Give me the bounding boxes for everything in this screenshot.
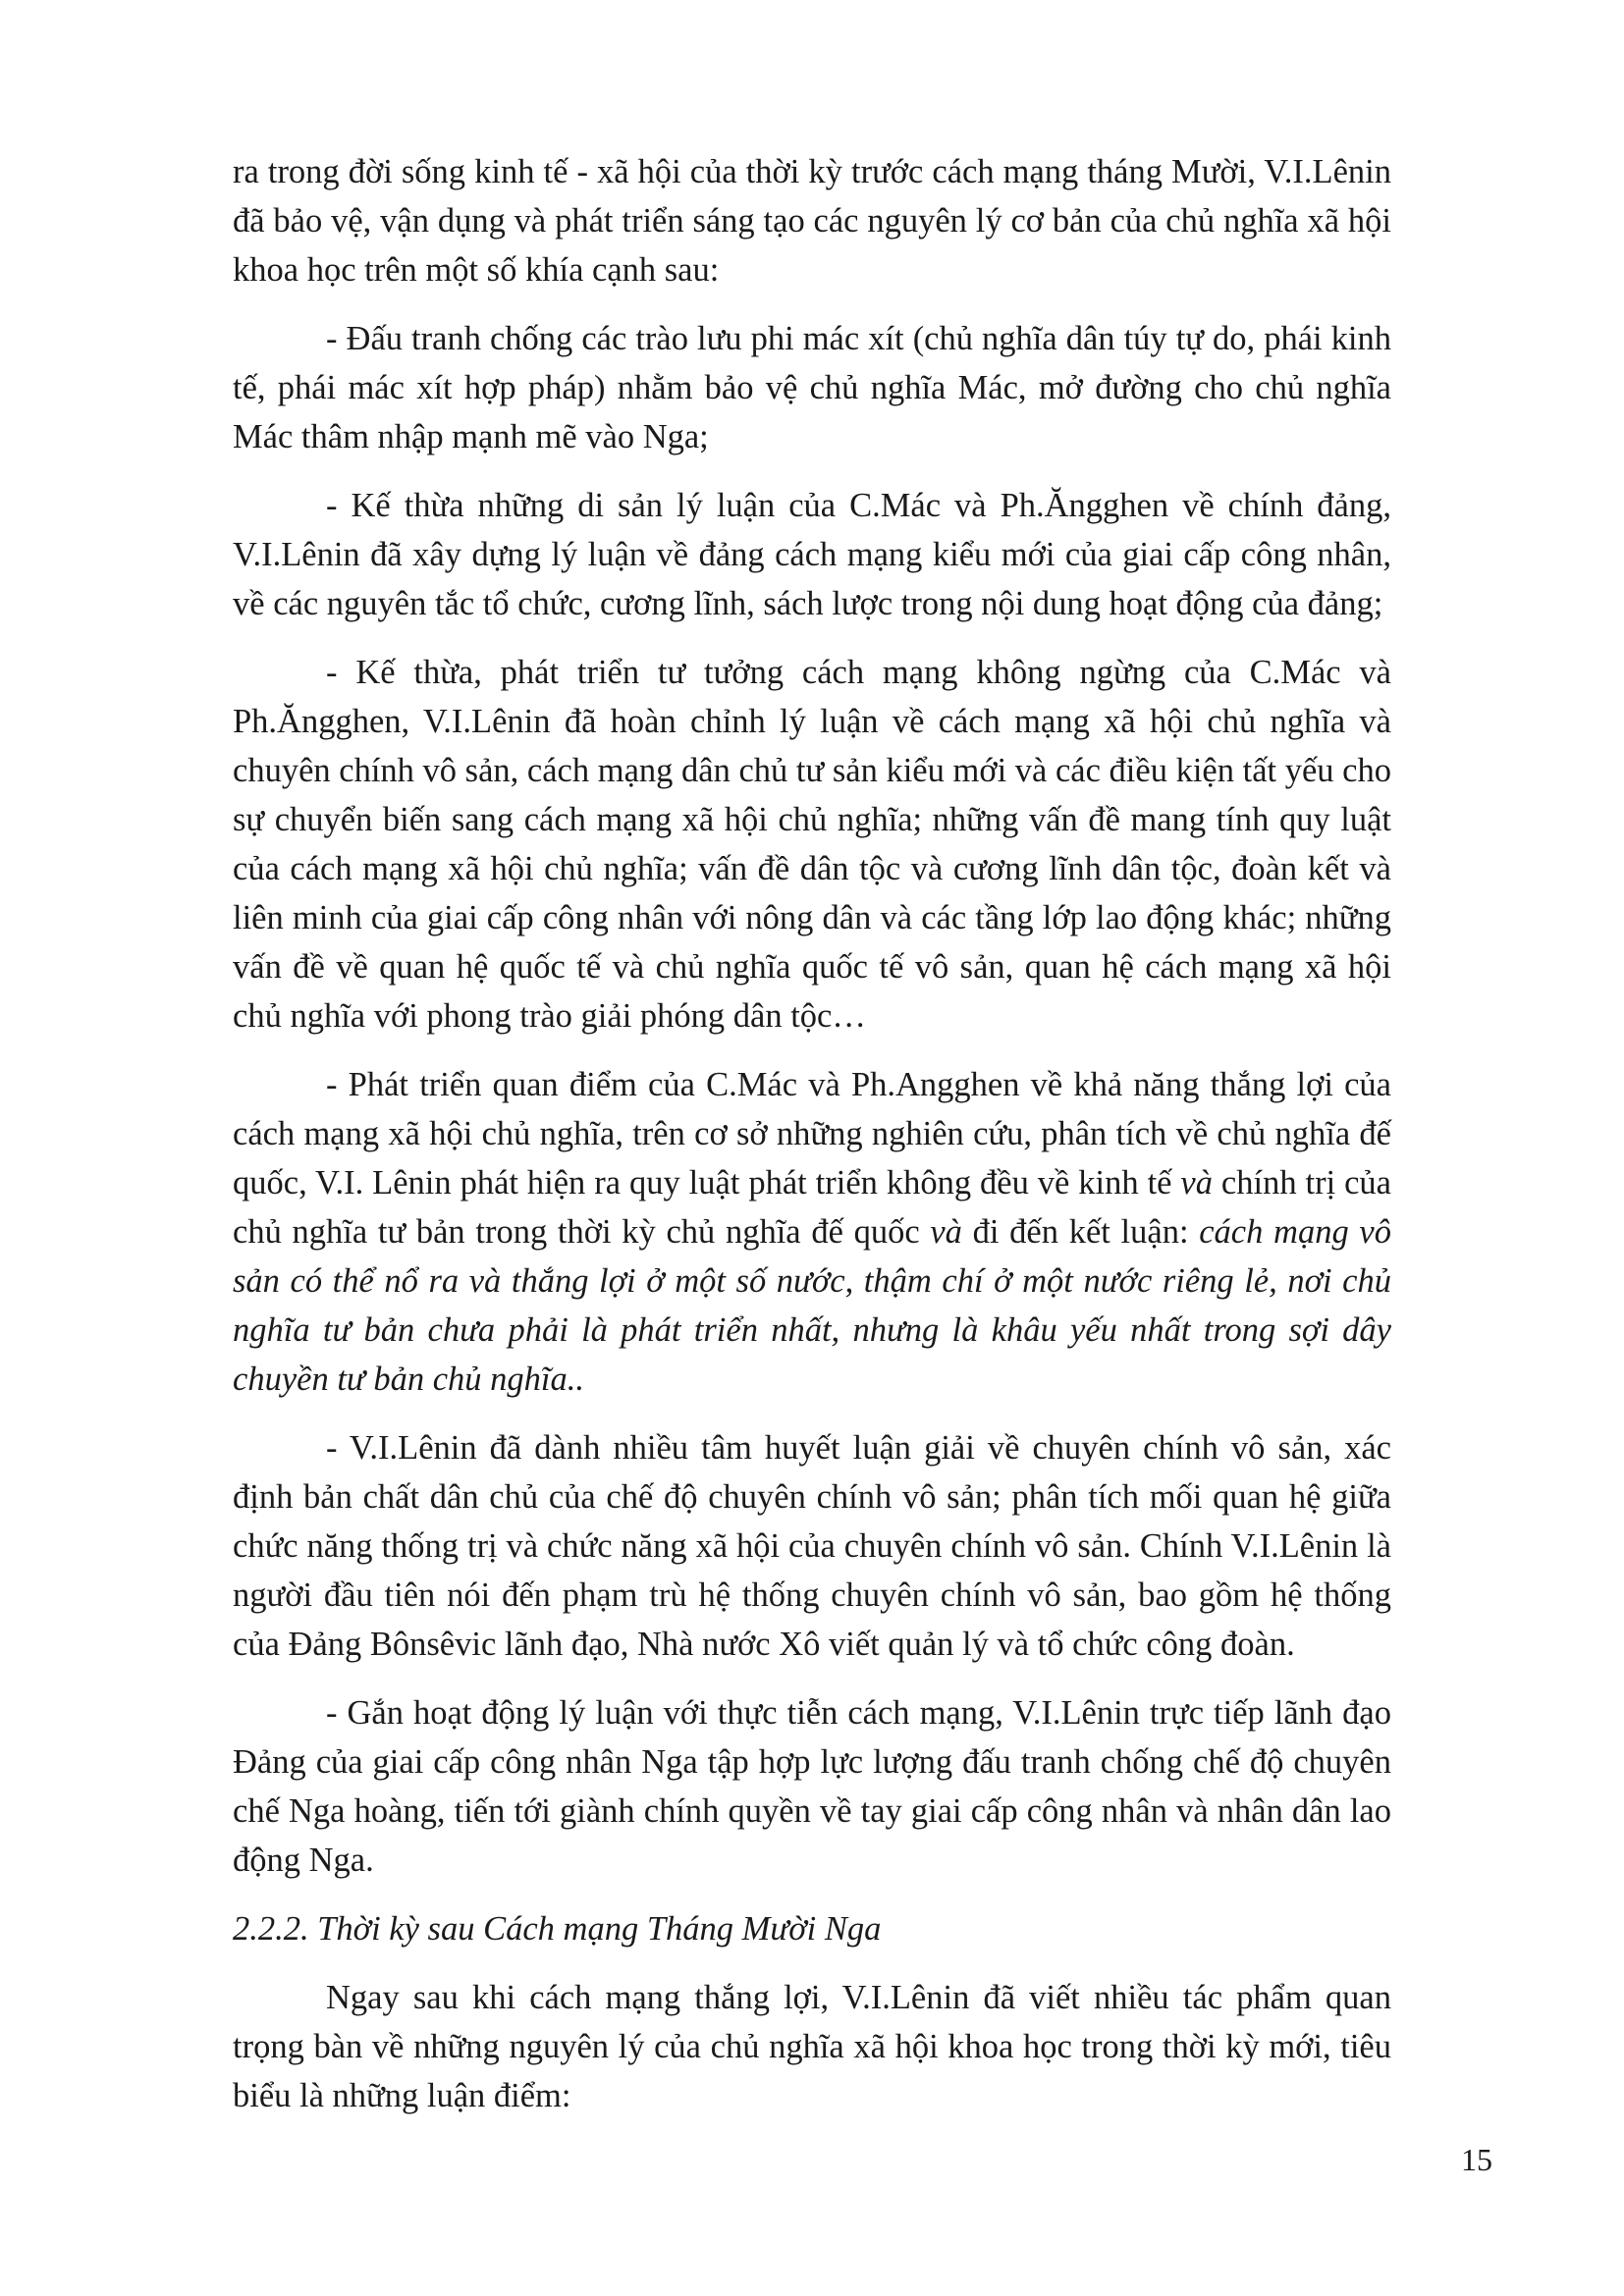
page-content	[233, 147, 1391, 2140]
paragraph-bullet-revolution: - Kế thừa, phát triển tư tưởng cách mạng không ngừng của C.Mác và Ph.Ăngghen, V.I.Lênin đã hoàn chỉnh lý luận về cách mạng xã hội chủ nghĩa và chuyên chính vô sản, cách mạng dân chủ tư sản kiểu mới và các điều kiện tất yếu cho sự chuyển biến sang cách mạng xã hội chủ nghĩa; những vấn đề mang tính quy luật của cách mạng xã hội chủ nghĩa; vấn đề dân tộc và cương lĩnh dân tộc, đoàn kết và liên minh của giai cấp công nhân với nông dân và các tầng lớp lao động khác; những vấn đề về quan hệ quốc tế và chủ nghĩa quốc tế vô sản, quan hệ cách mạng xã hội chủ nghĩa với phong trào giải phóng dân tộc…	[233, 654, 1391, 1035]
italic-conclusion: cách mạng vô sản có thể nổ ra và thắng lợi ở một số nước, thậm chí ở một nước riêng lẻ, nơi chủ nghĩa tư bản chưa phải là phát triển nhất, nhưng là khâu yếu nhất trong sợi dây chuyền tư bản chủ nghĩa..	[233, 1213, 1391, 1398]
paragraph-after-revolution: Ngay sau khi cách mạng thắng lợi, V.I.Lênin đã viết nhiều tác phẩm quan trọng bàn về những nguyên lý của chủ nghĩa xã hội khoa học trong thời kỳ mới, tiêu biểu là những luận điểm:	[233, 1979, 1391, 2114]
paragraph-bullet-imperialism	[233, 1060, 1391, 1404]
paragraph-bullet-struggle: - Đấu tranh chống các trào lưu phi mác xít (chủ nghĩa dân túy tự do, phái kinh tế, phái mác xít hợp pháp) nhằm bảo vệ chủ nghĩa Mác, mở đường cho chủ nghĩa Mác thâm nhập mạnh mẽ vào Nga;	[233, 320, 1391, 455]
text-span: chính trị của chủ nghĩa tư bản trong thời kỳ chủ nghĩa đế quốc	[233, 1164, 1391, 1251]
page-number: 15	[1461, 2142, 1492, 2177]
section-heading: 2.2.2. Thời kỳ sau Cách mạng Tháng Mười Nga	[233, 1910, 882, 1948]
italic-span: và	[1180, 1164, 1213, 1201]
italic-span: và	[930, 1213, 962, 1251]
paragraph-bullet-dictatorship: - V.I.Lênin đã dành nhiều tâm huyết luận giải về chuyên chính vô sản, xác định bản chất dân chủ của chế độ chuyên chính vô sản; phân tích mối quan hệ giữa chức năng thống trị và chức năng xã hội của chuyên chính vô sản. Chính V.I.Lênin là người đầu tiên nói đến phạm trù hệ thống chuyên chính vô sản, bao gồm hệ thống của Đảng Bônsêvic lãnh đạo, Nhà nước Xô viết quản lý và tổ chức công đoàn.	[233, 1429, 1391, 1663]
text-span: - Phát triển quan điểm của C.Mác và Ph.Angghen về khả năng thắng lợi của cách mạng xã hội chủ nghĩa, trên cơ sở những nghiên cứu, phân tích về chủ nghĩa đế quốc, V.I. Lênin phát hiện ra quy luật phát triển không đều về kinh tế	[233, 1066, 1391, 1201]
paragraph-bullet-practice: - Gắn hoạt động lý luận với thực tiễn cách mạng, V.I.Lênin trực tiếp lãnh đạo Đảng của giai cấp công nhân Nga tập hợp lực lượng đấu tranh chống chế độ chuyên chế Nga hoàng, tiến tới giành chính quyền về tay giai cấp công nhân và nhân dân lao động Nga.	[233, 1694, 1391, 1879]
text-span: đi đến kết luận:	[961, 1213, 1200, 1251]
paragraph-intro: ra trong đời sống kinh tế - xã hội của thời kỳ trước cách mạng tháng Mười, V.I.Lênin đã bảo vệ, vận dụng và phát triển sáng tạo các nguyên lý cơ bản của chủ nghĩa xã hội khoa học trên một số khía cạnh sau:	[233, 153, 1391, 289]
paragraph-bullet-party: - Kế thừa những di sản lý luận của C.Mác và Ph.Ăngghen về chính đảng, V.I.Lênin đã xây dựng lý luận về đảng cách mạng kiểu mới của giai cấp công nhân, về các nguyên tắc tổ chức, cương lĩnh, sách lược trong nội dung hoạt động của đảng;	[233, 487, 1391, 622]
